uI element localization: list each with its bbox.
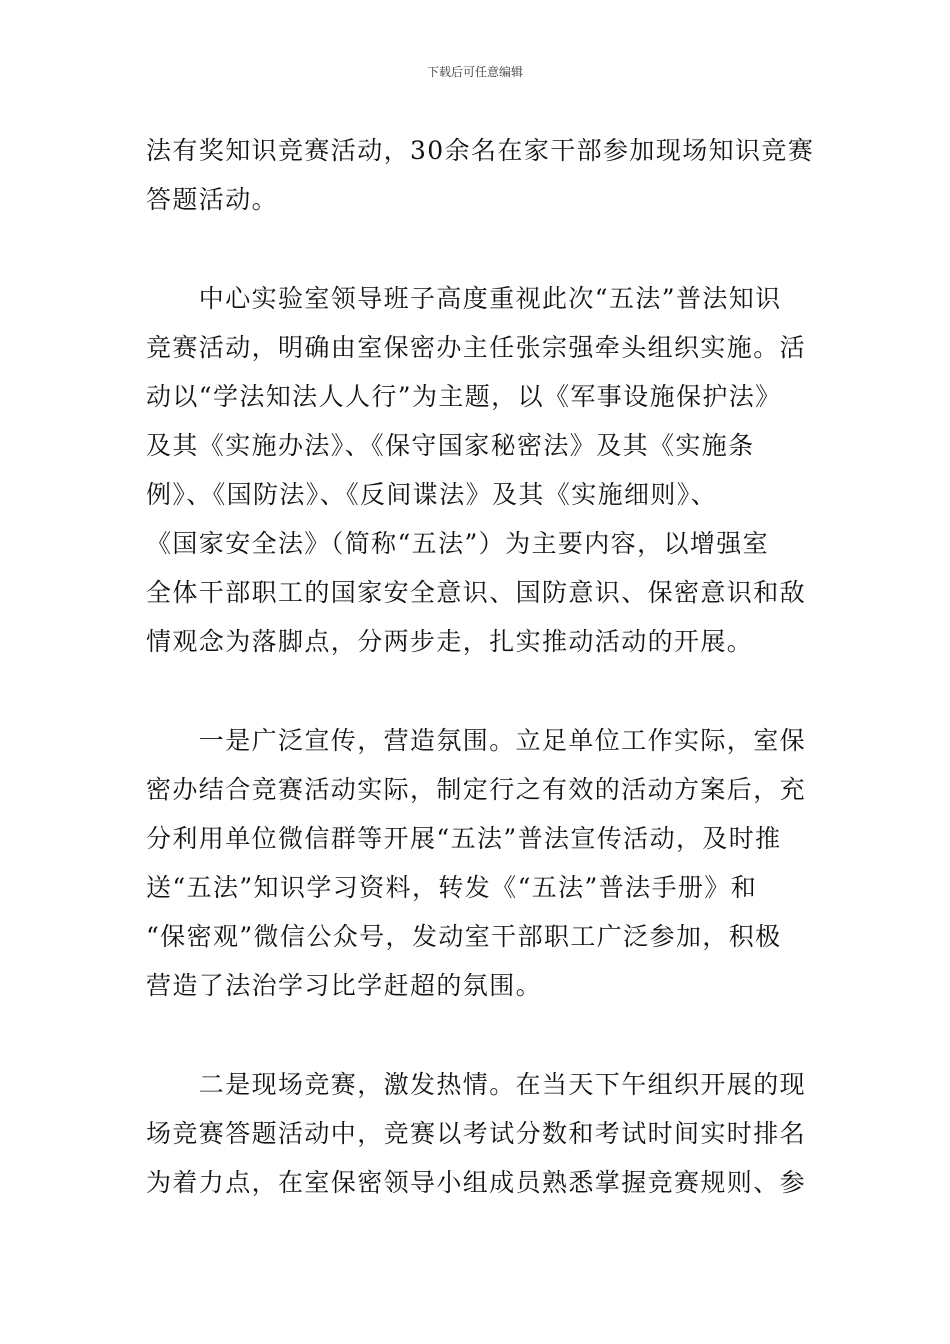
- paragraph-line: 密办结合竞赛活动实际，制定行之有效的活动方案后，充: [146, 775, 807, 804]
- document-body: [146, 126, 815, 1207]
- page-header-note: 下载后可任意编辑: [426, 65, 523, 79]
- paragraph-line: 送“五法”知识学习资料，转发《“五法”普法手册》和: [146, 873, 758, 902]
- paragraph-line: 例》、《国防法》、《反间谍法》及其《实施细则》、: [146, 480, 718, 509]
- paragraph-line: 中心实验室领导班子高度重视此次“五法”普法知识: [146, 284, 782, 313]
- paragraph-line: 营造了法治学习比学赶超的氛围。: [146, 971, 543, 1000]
- paragraph-line: 情观念为落脚点，分两步走，扎实推动活动的开展。: [146, 627, 754, 656]
- paragraph-competition: [146, 1060, 808, 1207]
- paragraph-line: 一是广泛宣传，营造氛围。立足单位工作实际，室保: [146, 726, 807, 755]
- paragraph-line: 《国家安全法》（简称“五法”）为主要内容，以增强室: [146, 529, 770, 558]
- paragraph-line: 及其《实施办法》、《保守国家秘密法》及其《实施条: [146, 431, 755, 460]
- paragraph-line: 场竞赛答题活动中，竞赛以考试分数和考试时间实时排名: [146, 1119, 807, 1148]
- paragraph-leadership: [146, 274, 808, 666]
- paragraph-line: 答题活动。: [146, 185, 279, 214]
- paragraph-line: 动以“学法知法人人行”为主题，以《军事设施保护法》: [146, 382, 782, 411]
- paragraph-line: “保密观”微信公众号，发动室干部职工广泛参加，积极: [146, 922, 782, 951]
- paragraph-line: 分利用单位微信群等开展“五法”普法宣传活动，及时推: [146, 824, 782, 853]
- paragraph-publicity: [146, 716, 808, 1010]
- paragraph-intro: [146, 126, 815, 224]
- paragraph-line: 为着力点，在室保密领导小组成员熟悉掌握竞赛规则、参: [146, 1168, 807, 1197]
- paragraph-line: 竞赛活动，明确由室保密办主任张宗强牵头组织实施。活: [146, 333, 807, 362]
- paragraph-line: 全体干部职工的国家安全意识、国防意识、保密意识和敌: [146, 578, 807, 607]
- paragraph-line: 法有奖知识竞赛活动，30余名在家干部参加现场知识竞赛: [146, 136, 815, 165]
- paragraph-line: 二是现场竞赛，激发热情。在当天下午组织开展的现: [146, 1070, 807, 1099]
